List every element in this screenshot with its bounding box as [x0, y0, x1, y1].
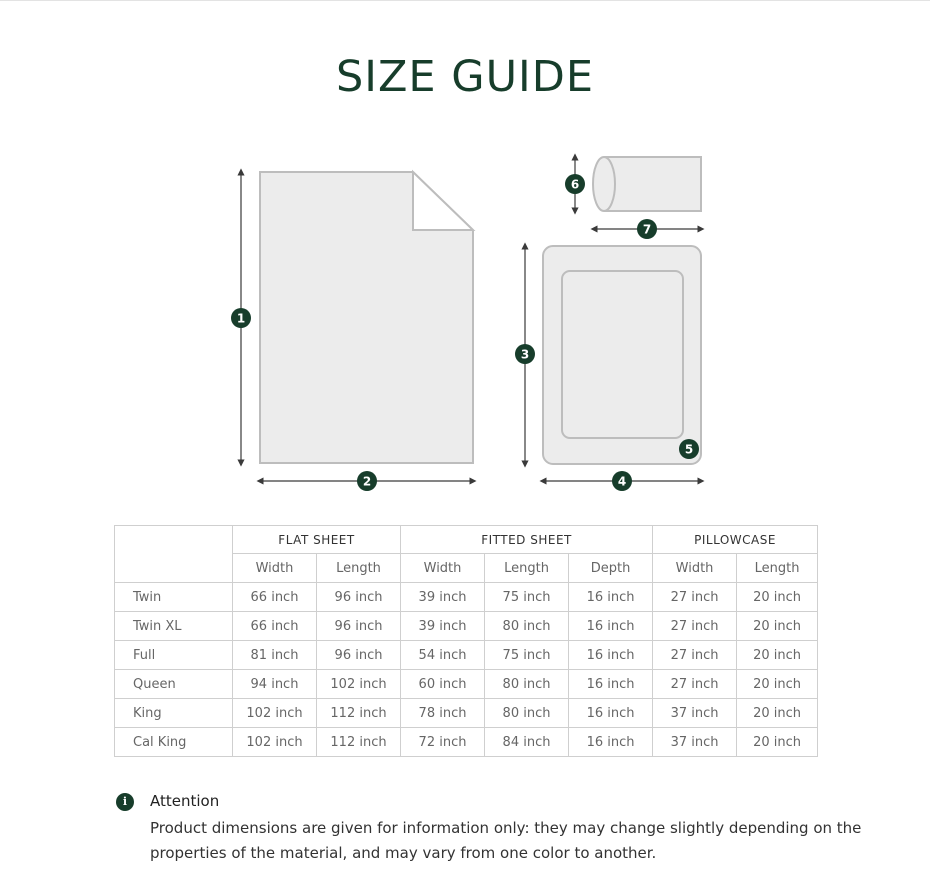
subheader-flat-width: Width [233, 554, 317, 583]
corner-cell [115, 526, 233, 583]
table-cell: 80 inch [485, 670, 569, 699]
table-cell: 96 inch [317, 612, 401, 641]
subheader-pillow-length: Length [737, 554, 818, 583]
table-cell: 102 inch [317, 670, 401, 699]
table-cell: 102 inch [233, 728, 317, 757]
table-cell: 112 inch [317, 728, 401, 757]
table-cell: 75 inch [485, 583, 569, 612]
table-cell: 20 inch [737, 641, 818, 670]
table-cell: 37 inch [653, 699, 737, 728]
flat-sheet-illustration [260, 172, 473, 463]
table-cell: 66 inch [233, 612, 317, 641]
table-cell: 27 inch [653, 641, 737, 670]
badge-6 [565, 174, 585, 194]
attention-title: Attention [150, 792, 220, 810]
table-cell: 94 inch [233, 670, 317, 699]
table-row [115, 641, 818, 670]
svg-text:3: 3 [520, 347, 530, 362]
table-cell: 54 inch [401, 641, 485, 670]
size-table [114, 525, 818, 757]
size-name-cell: Twin [115, 583, 233, 612]
table-cell: 81 inch [233, 641, 317, 670]
subheader-pillow-width: Width [653, 554, 737, 583]
badge-3 [515, 344, 535, 364]
subheader-fitted-width: Width [401, 554, 485, 583]
svg-text:4: 4 [617, 474, 627, 489]
table-cell: 66 inch [233, 583, 317, 612]
subheader-flat-length: Length [317, 554, 401, 583]
group-header-row [115, 526, 818, 554]
attention-text: Product dimensions are given for information only: they may change slightly depending on the properties of the material, and may vary from one color to another. [150, 819, 862, 862]
table-cell: 20 inch [737, 670, 818, 699]
badge-4 [612, 471, 632, 491]
badge-1 [231, 308, 251, 328]
table-cell: 16 inch [569, 670, 653, 699]
table-cell: 27 inch [653, 612, 737, 641]
group-flat-sheet: FLAT SHEET [233, 526, 401, 554]
table-cell: 80 inch [485, 612, 569, 641]
table-cell: 16 inch [569, 612, 653, 641]
table-cell: 20 inch [737, 583, 818, 612]
table-row [115, 728, 818, 757]
badge-7 [637, 219, 657, 239]
table-cell: 16 inch [569, 699, 653, 728]
size-diagram [0, 140, 930, 510]
table-cell: 16 inch [569, 641, 653, 670]
table-row [115, 583, 818, 612]
table-cell: 80 inch [485, 699, 569, 728]
table-cell: 60 inch [401, 670, 485, 699]
badge-2 [357, 471, 377, 491]
table-row [115, 612, 818, 641]
table-cell: 37 inch [653, 728, 737, 757]
svg-text:7: 7 [642, 222, 652, 237]
table-cell: 20 inch [737, 728, 818, 757]
size-name-cell: Full [115, 641, 233, 670]
svg-text:2: 2 [362, 474, 372, 489]
table-row [115, 670, 818, 699]
svg-text:5: 5 [684, 442, 694, 457]
table-cell: 96 inch [317, 583, 401, 612]
table-cell: 78 inch [401, 699, 485, 728]
svg-text:6: 6 [570, 177, 580, 192]
page-title: SIZE GUIDE [335, 52, 595, 102]
table-cell: 75 inch [485, 641, 569, 670]
svg-text:1: 1 [236, 311, 246, 326]
size-name-cell: Cal King [115, 728, 233, 757]
table-cell: 27 inch [653, 583, 737, 612]
table-row [115, 699, 818, 728]
table-cell: 39 inch [401, 612, 485, 641]
size-name-cell: King [115, 699, 233, 728]
subheader-fitted-length: Length [485, 554, 569, 583]
group-fitted-sheet: FITTED SHEET [401, 526, 653, 554]
table-cell: 20 inch [737, 699, 818, 728]
table-cell: 84 inch [485, 728, 569, 757]
top-divider [0, 0, 930, 1]
badge-5 [679, 439, 699, 459]
size-name-cell: Queen [115, 670, 233, 699]
group-pillowcase: PILLOWCASE [653, 526, 818, 554]
subheader-fitted-depth: Depth [569, 554, 653, 583]
table-cell: 72 inch [401, 728, 485, 757]
table-cell: 27 inch [653, 670, 737, 699]
table-cell: 16 inch [569, 728, 653, 757]
table-cell: 20 inch [737, 612, 818, 641]
table-cell: 39 inch [401, 583, 485, 612]
table-cell: 112 inch [317, 699, 401, 728]
table-cell: 96 inch [317, 641, 401, 670]
info-icon: i [116, 793, 134, 811]
pillowcase-illustration [593, 157, 701, 211]
size-name-cell: Twin XL [115, 612, 233, 641]
fitted-sheet-illustration [543, 246, 701, 464]
table-cell: 102 inch [233, 699, 317, 728]
table-cell: 16 inch [569, 583, 653, 612]
